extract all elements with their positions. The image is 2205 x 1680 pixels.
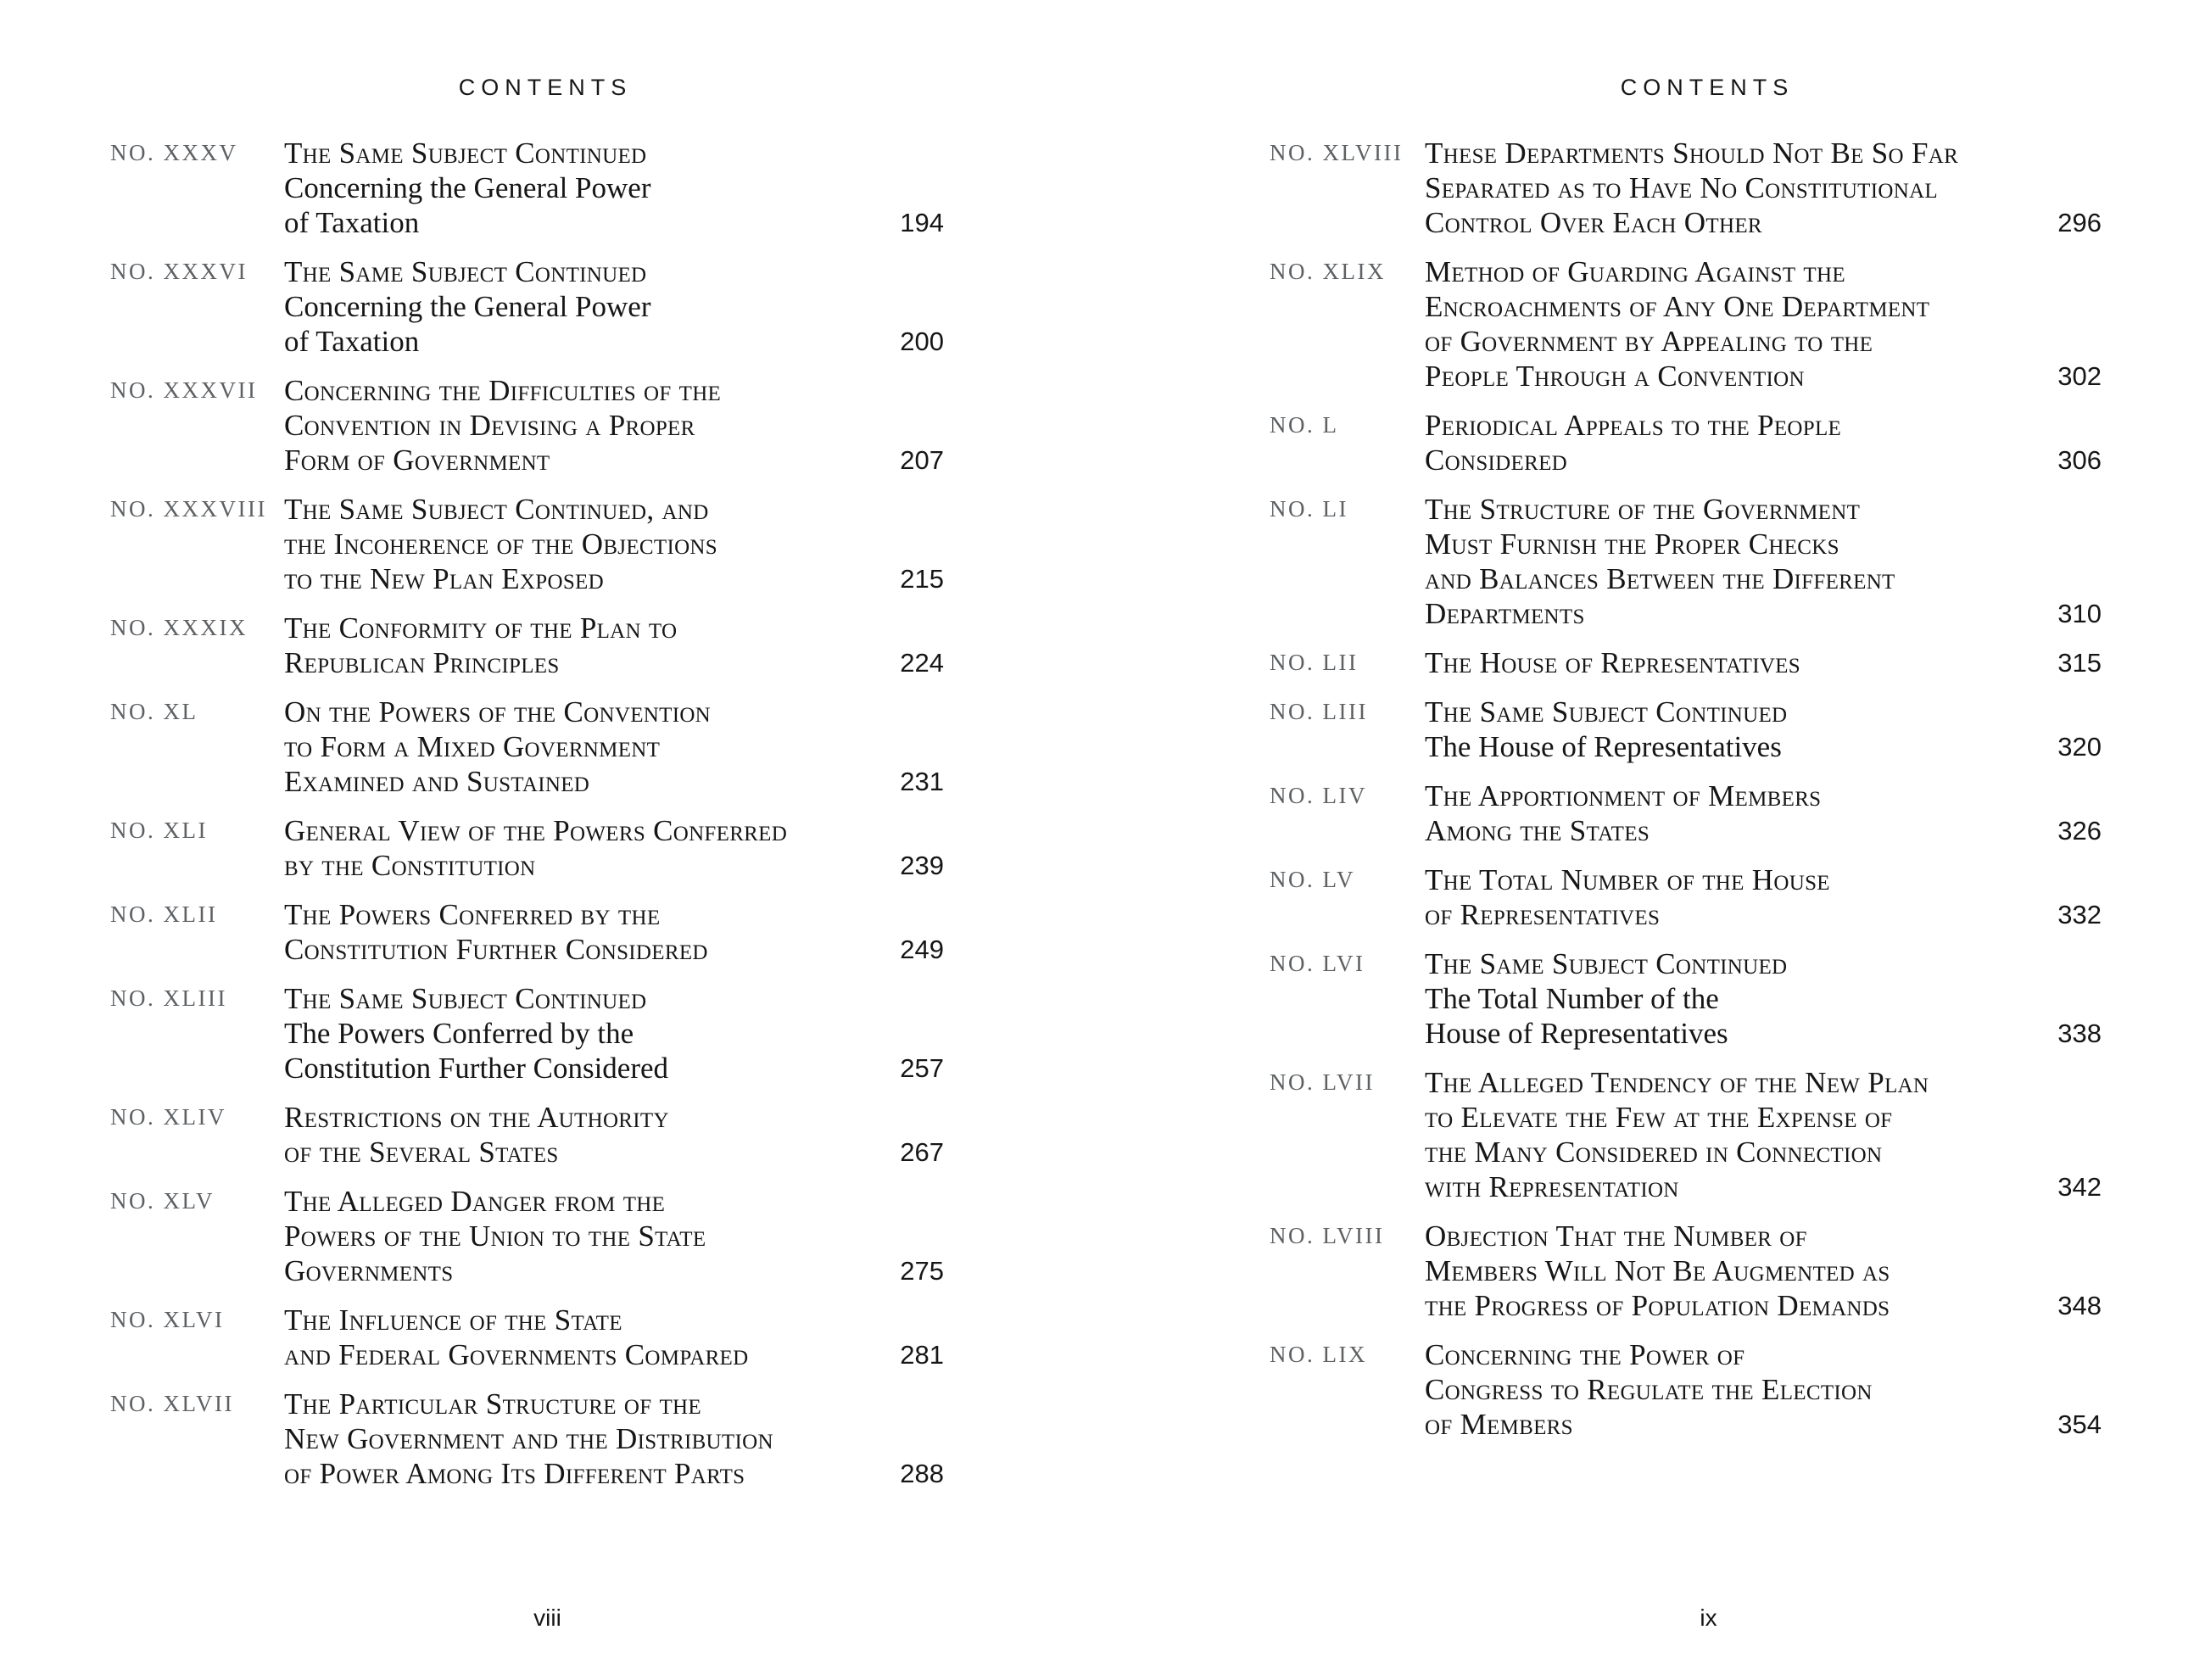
toc-entry (1270, 862, 2102, 932)
entry-page-number: 194 (900, 208, 944, 237)
entry-title-line: The Powers Conferred by the (284, 898, 661, 931)
entry-title-line: Concerning the General Power (284, 290, 651, 323)
entry-title-line: the Progress of Population Demands (1425, 1289, 1890, 1322)
entry-number-label: NO. LIX (1270, 1342, 1367, 1367)
entry-title-line: Congress to Regulate the Election (1425, 1373, 1873, 1406)
entry-page-number: 249 (900, 935, 944, 964)
entry-title-line: These Departments Should Not Be So Far (1425, 137, 1959, 170)
entry-title-line: The Conformity of the Plan to (284, 611, 678, 645)
entry-title-line: of Representatives (1425, 898, 1661, 931)
toc-entry (1270, 492, 2102, 631)
entry-title (284, 254, 849, 359)
toc-entry (110, 1303, 944, 1372)
toc-entry (110, 813, 944, 883)
toc-entry (110, 695, 944, 799)
entry-title-line: The Same Subject Continued (1425, 947, 1788, 980)
entry-title-line: Control Over Each Other (1425, 206, 1762, 239)
entry-title-line: Periodical Appeals to the People (1425, 409, 1842, 442)
entry-title-line: to Form a Mixed Government (284, 730, 661, 763)
entry-page-number: 281 (900, 1340, 944, 1370)
entry-title-line: The Same Subject Continued (284, 982, 647, 1015)
entry-page-number: 267 (900, 1137, 944, 1167)
toc-page-right (1102, 0, 2205, 1680)
entry-title (284, 813, 849, 883)
entry-title-line: Members Will Not Be Augmented as (1425, 1254, 1890, 1287)
entry-title-line: Among the States (1425, 814, 1650, 847)
entry-title-line: The Influence of the State (284, 1303, 622, 1337)
entry-title-line: The Same Subject Continued, and (284, 493, 709, 526)
entry-title-line: The Same Subject Continued (1425, 695, 1788, 728)
entry-title-line: The Alleged Tendency of the New Plan (1425, 1066, 1929, 1099)
entry-title-line: Method of Guarding Against the (1425, 255, 1845, 288)
entry-title-line: The House of Representatives (1425, 646, 1800, 679)
entry-number-label: NO. LII (1270, 650, 1359, 675)
entry-title-line: of Government by Appealing to the (1425, 325, 1873, 358)
entry-title-line: and Federal Governments Compared (284, 1338, 749, 1371)
entry-title (1425, 1065, 2007, 1204)
entry-number-label: NO. XLIX (1270, 259, 1386, 284)
entry-number-label: NO. L (1270, 412, 1339, 438)
entry-title-line: by the Constitution (284, 849, 536, 882)
toc-entries-left (110, 136, 944, 1491)
entry-title-line: Republican Principles (284, 646, 560, 679)
entry-number-label: NO. XLIII (110, 985, 227, 1011)
entry-page-number: 239 (900, 851, 944, 880)
entry-title-line: New Government and the Distribution (284, 1422, 773, 1455)
entry-page-number: 275 (900, 1256, 944, 1286)
entry-title-line: The Total Number of the House (1425, 863, 1830, 896)
toc-entry (1270, 779, 2102, 848)
toc-page-left (0, 0, 1102, 1680)
entry-title (284, 136, 849, 240)
entry-title-line: Governments (284, 1254, 454, 1287)
entry-title-line: Must Furnish the Proper Checks (1425, 527, 1839, 561)
entry-title-line: General View of the Powers Conferred (284, 814, 788, 847)
entry-title (1425, 695, 2007, 764)
entry-title-line: Restrictions on the Authority (284, 1101, 669, 1134)
entry-title (1425, 254, 2007, 393)
entry-number-label: NO. XXXVII (110, 377, 258, 403)
entry-page-number: 332 (2057, 900, 2102, 929)
toc-entry (1270, 946, 2102, 1051)
entry-number-label: NO. XXXVI (110, 259, 248, 284)
entry-title-line: to the New Plan Exposed (284, 562, 604, 595)
toc-entry (1270, 408, 2102, 477)
entry-title-line: Concerning the General Power (284, 171, 651, 204)
page-title-right: CONTENTS (1620, 75, 1795, 100)
entry-title-line: The House of Representatives (1425, 730, 1782, 763)
entry-title-line: The Same Subject Continued (284, 137, 647, 170)
toc-entry (1270, 136, 2102, 240)
toc-entry (1270, 254, 2102, 393)
entry-title (1425, 645, 2007, 680)
entry-title-line: Form of Government (284, 444, 550, 477)
entry-title-line: The Total Number of the (1425, 982, 1719, 1015)
toc-entry (110, 1100, 944, 1169)
entry-title (1425, 136, 2007, 240)
entry-page-number: 315 (2057, 648, 2102, 678)
entry-number-label: NO. LI (1270, 496, 1348, 522)
toc-entry (110, 611, 944, 680)
entry-title-line: Convention in Devising a Proper (284, 409, 695, 442)
entry-number-label: NO. XL (110, 699, 198, 724)
entry-title-line: Constitution Further Considered (284, 1052, 669, 1085)
entry-title (284, 492, 849, 596)
toc-entry (110, 373, 944, 477)
entry-number-label: NO. XLVIII (1270, 140, 1404, 165)
entry-page-number: 310 (2057, 599, 2102, 628)
entry-number-label: NO. XLVI (110, 1307, 225, 1332)
entry-number-label: NO. XLI (110, 818, 208, 843)
entry-title (1425, 862, 2007, 932)
entry-title-line: of Taxation (284, 325, 420, 358)
entry-title (284, 695, 849, 799)
entry-number-label: NO. LVI (1270, 951, 1365, 976)
toc-entry (1270, 1337, 2102, 1442)
entry-title-line: of Taxation (284, 206, 420, 239)
entry-page-number: 354 (2057, 1409, 2102, 1439)
entry-title (1425, 408, 2007, 477)
entry-page-number: 224 (900, 648, 944, 678)
entry-number-label: NO. XXXVIII (110, 496, 267, 522)
folio-left: viii (533, 1605, 561, 1631)
entry-page-number: 326 (2057, 816, 2102, 846)
entry-title-line: On the Powers of the Convention (284, 695, 712, 728)
entry-title-line: The Apportionment of Members (1425, 779, 1822, 812)
entry-title-line: the Incoherence of the Objections (284, 527, 717, 561)
entry-title (284, 611, 849, 680)
entry-title-line: Encroachments of Any One Department (1425, 290, 1930, 323)
entry-title-line: Considered (1425, 444, 1568, 477)
entry-title (1425, 1219, 2007, 1323)
entry-title-line: the Many Considered in Connection (1425, 1136, 1883, 1169)
entry-title-line: People Through a Convention (1425, 360, 1805, 393)
entry-number-label: NO. LIV (1270, 783, 1367, 808)
entry-title (1425, 1337, 2007, 1442)
toc-entry (110, 136, 944, 240)
entry-page-number: 338 (2057, 1019, 2102, 1048)
entry-title-line: The Structure of the Government (1425, 493, 1861, 526)
toc-entry (110, 981, 944, 1086)
entry-title-line: with Representation (1425, 1170, 1679, 1203)
entry-title (284, 373, 849, 477)
entry-title-line: of the Several States (284, 1136, 559, 1169)
folio-right: ix (1700, 1605, 1717, 1631)
entry-number-label: NO. LVII (1270, 1069, 1375, 1095)
toc-entry (110, 897, 944, 967)
entry-title (284, 897, 849, 967)
entry-number-label: NO. LIII (1270, 699, 1368, 724)
entry-title-line: Constitution Further Considered (284, 933, 708, 966)
entry-page-number: 302 (2057, 361, 2102, 391)
entry-title-line: Departments (1425, 597, 1585, 630)
entry-page-number: 342 (2057, 1172, 2102, 1202)
entry-page-number: 288 (900, 1459, 944, 1488)
entry-title-line: The Particular Structure of the (284, 1387, 701, 1420)
entry-number-label: NO. XLV (110, 1188, 215, 1214)
toc-entry (1270, 1219, 2102, 1323)
entry-title-line: of Members (1425, 1408, 1573, 1441)
toc-entry (1270, 1065, 2102, 1204)
entry-title (284, 981, 849, 1086)
entry-number-label: NO. XLIV (110, 1104, 226, 1130)
toc-entry (1270, 645, 2102, 680)
entry-title (284, 1100, 849, 1169)
entry-page-number: 320 (2057, 732, 2102, 762)
entry-title (1425, 779, 2007, 848)
entry-page-number: 348 (2057, 1291, 2102, 1320)
entry-title (284, 1303, 849, 1372)
entry-title-line: of Power Among Its Different Parts (284, 1457, 745, 1490)
toc-entry (110, 1387, 944, 1491)
entry-title-line: Examined and Sustained (284, 765, 590, 798)
entry-title-line: The Alleged Danger from the (284, 1185, 666, 1218)
entry-title-line: and Balances Between the Different (1425, 562, 1895, 595)
toc-entries-right (1270, 136, 2102, 1442)
entry-title (1425, 492, 2007, 631)
entry-number-label: NO. LVIII (1270, 1223, 1385, 1248)
entry-title-line: Concerning the Power of (1425, 1338, 1745, 1371)
entry-number-label: NO. XLII (110, 901, 218, 927)
entry-page-number: 306 (2057, 445, 2102, 475)
entry-page-number: 296 (2057, 208, 2102, 237)
entry-number-label: NO. XXXIX (110, 615, 248, 640)
entry-page-number: 200 (900, 327, 944, 356)
entry-page-number: 207 (900, 445, 944, 475)
entry-title (284, 1387, 849, 1491)
toc-entry (1270, 695, 2102, 764)
entry-title (1425, 946, 2007, 1051)
toc-entry (110, 1184, 944, 1288)
entry-title-line: The Same Subject Continued (284, 255, 647, 288)
entry-page-number: 215 (900, 564, 944, 594)
entry-title-line: Separated as to Have No Constitutional (1425, 171, 1939, 204)
entry-title-line: House of Representatives (1425, 1017, 1728, 1050)
page-title-left: CONTENTS (458, 75, 633, 100)
entry-title (284, 1184, 849, 1288)
toc-entry (110, 254, 944, 359)
entry-title-line: Objection That the Number of (1425, 1220, 1807, 1253)
entry-title-line: The Powers Conferred by the (284, 1017, 634, 1050)
entry-page-number: 257 (900, 1053, 944, 1083)
entry-page-number: 231 (900, 767, 944, 796)
entry-title-line: to Elevate the Few at the Expense of (1425, 1101, 1893, 1134)
entry-number-label: NO. LV (1270, 867, 1356, 892)
entry-title-line: Powers of the Union to the State (284, 1220, 706, 1253)
entry-title-line: Concerning the Difficulties of the (284, 374, 722, 407)
toc-entry (110, 492, 944, 596)
entry-number-label: NO. XXXV (110, 140, 238, 165)
entry-number-label: NO. XLVII (110, 1391, 234, 1416)
